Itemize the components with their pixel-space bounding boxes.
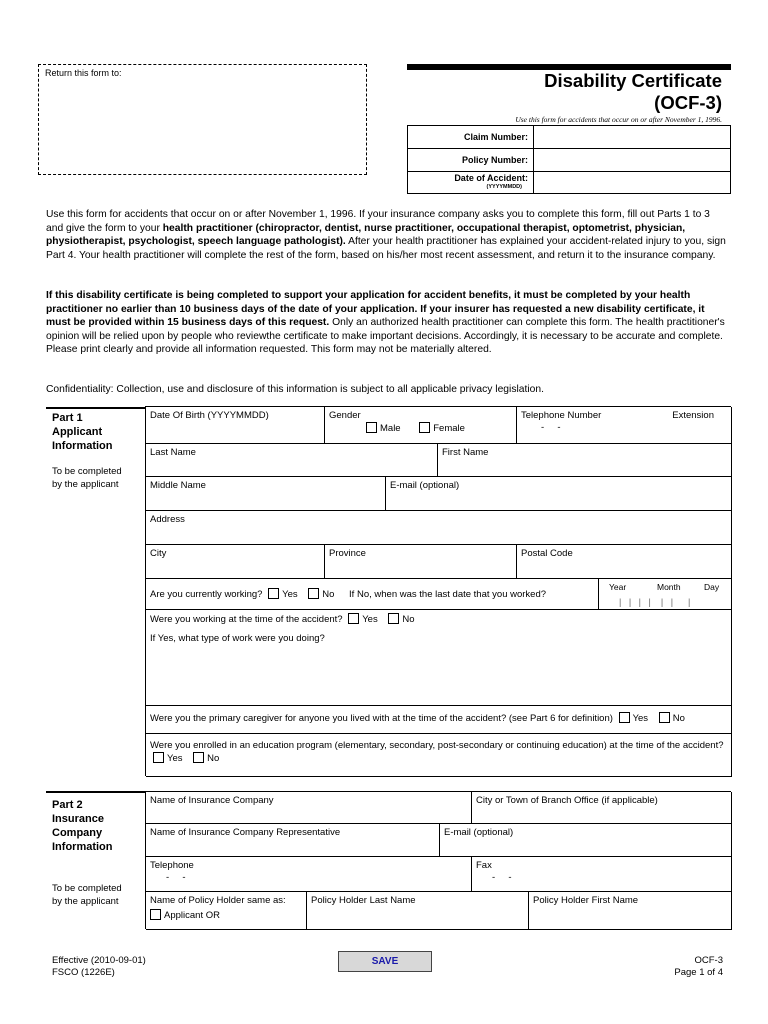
middle-name-label: Middle Name <box>150 480 206 491</box>
city-cell[interactable] <box>146 545 325 579</box>
education-no-label: No <box>207 753 220 764</box>
policy-number-field[interactable] <box>534 149 731 172</box>
form-title-line1: Disability Certificate <box>544 70 722 91</box>
intro-paragraph-1 <box>46 208 726 262</box>
intro-p1-text-end: After your health practitioner has explained your accident-related injury to you, sign Part 4. Your health practitioner will complete the rest of the form, based on his/her most recent assessment, and return it to the insurance company. <box>46 236 726 261</box>
gender-cell <box>325 407 517 444</box>
email-label: E-mail (optional) <box>390 480 460 491</box>
company-fax-cell[interactable] <box>472 857 732 892</box>
address-label: Address <box>150 514 185 525</box>
confidentiality-note: Confidentiality: Collection, use and disclosure of this information is subject to all applicable privacy legislation. <box>46 384 544 395</box>
footer-right <box>674 955 723 979</box>
date-format-hint: (YYYYMMDD) <box>486 183 522 190</box>
form-title <box>544 70 722 114</box>
working-row <box>146 579 732 610</box>
part1-grid <box>145 406 731 776</box>
part1-rule <box>46 407 146 409</box>
male-checkbox[interactable] <box>366 422 377 433</box>
city-label: City <box>150 548 167 559</box>
holder-same-label: Name of Policy Holder same as: <box>150 895 286 906</box>
accident-work-yes-checkbox[interactable] <box>348 613 359 624</box>
representative-cell[interactable] <box>146 824 440 857</box>
province-cell[interactable] <box>325 545 517 579</box>
intro-paragraph-2 <box>46 289 726 357</box>
form-subtitle: Use this form for accidents that occur on or after November 1, 1996. <box>515 115 722 124</box>
dob-cell[interactable] <box>146 407 325 444</box>
intro-p2-text: Only an authorized health practitioner can complete this form. The health practitioner's opinion will be relied upon by people who reviewthe certificate to make important decisions. Accordingly, it is necessary to be accurate and complete. Please print clearly and provide all information requested. This form may not be materially altered. <box>46 317 725 355</box>
last-worked-date-field[interactable] <box>598 579 732 609</box>
applicant-checkbox[interactable] <box>150 909 161 920</box>
effective-date: Effective (2010-09-01) <box>52 955 146 966</box>
date-of-accident-text: Date of Accident: <box>454 172 528 183</box>
accident-work-yes-label: Yes <box>362 614 378 625</box>
holder-first-name-cell[interactable] <box>529 892 732 930</box>
working-accident-question: Were you working at the time of the accident? <box>150 614 343 625</box>
form-title-line2: (OCF-3) <box>654 92 722 113</box>
company-telephone-label: Telephone <box>150 860 194 871</box>
month-label: Month <box>657 582 681 592</box>
form-code: OCF-3 <box>694 955 723 966</box>
first-name-label: First Name <box>442 447 489 458</box>
date-tick-marks: | | | | | | | <box>619 597 691 607</box>
address-cell[interactable] <box>146 511 732 545</box>
working-question: Are you currently working? <box>150 589 263 600</box>
holder-first-name-label: Policy Holder First Name <box>533 895 639 906</box>
working-yes-checkbox[interactable] <box>268 588 279 599</box>
return-label: Return this form to: <box>45 68 122 78</box>
holder-same-cell <box>146 892 307 930</box>
accident-work-no-label: No <box>402 614 415 625</box>
return-address-box[interactable] <box>38 64 367 175</box>
last-worked-question: If No, when was the last date that you worked? <box>349 589 547 600</box>
extension-label: Extension <box>672 410 714 421</box>
education-row <box>146 734 732 777</box>
work-type-question: If Yes, what type of work were you doing? <box>150 633 325 644</box>
postal-code-label: Postal Code <box>521 548 573 559</box>
phone-separator: - - <box>541 422 561 433</box>
branch-office-label: City or Town of Branch Office (if applicable) <box>476 795 658 806</box>
part1-title: Part 1 Applicant Information <box>52 412 113 452</box>
education-question: Were you enrolled in an education program (elementary, secondary, post-secondary or continuing education) at the time of the accident? <box>150 740 724 751</box>
branch-office-cell[interactable] <box>472 792 732 824</box>
rep-email-cell[interactable] <box>440 824 732 857</box>
last-name-label: Last Name <box>150 447 196 458</box>
gender-label: Gender <box>329 410 361 421</box>
representative-label: Name of Insurance Company Representative <box>150 827 341 838</box>
claim-number-field[interactable] <box>534 126 731 149</box>
part2-rule <box>46 791 146 793</box>
year-label: Year <box>609 582 627 592</box>
education-yes-label: Yes <box>167 753 183 764</box>
date-of-accident-label <box>408 172 534 194</box>
email-cell[interactable] <box>386 477 732 511</box>
postal-code-cell[interactable] <box>517 545 732 579</box>
female-label: Female <box>433 423 465 434</box>
rep-email-label: E-mail (optional) <box>444 827 514 838</box>
intro-p1-practitioners: health practitioner (chiropractor, dentist, nurse practitioner, occupational therapist, optometrist, physician, physiotherapist, psychologist, speech language pathologist). <box>46 222 686 247</box>
caregiver-row <box>146 706 732 734</box>
accident-work-no-checkbox[interactable] <box>388 613 399 624</box>
caregiver-no-label: No <box>672 713 685 724</box>
caregiver-question: Were you the primary caregiver for anyone you lived with at the time of the accident? (see Part 6 for definition) <box>150 713 613 724</box>
claim-info-table <box>407 125 731 194</box>
insurance-company-cell[interactable] <box>146 792 472 824</box>
education-yes-checkbox[interactable] <box>153 752 164 763</box>
telephone-cell[interactable] <box>517 407 732 444</box>
save-button[interactable]: SAVE <box>338 951 432 972</box>
day-label: Day <box>704 582 720 592</box>
applicant-or-label: Applicant OR <box>164 910 220 921</box>
policy-number-label: Policy Number: <box>408 149 534 172</box>
holder-last-name-cell[interactable] <box>307 892 529 930</box>
working-no-checkbox[interactable] <box>308 588 319 599</box>
caregiver-yes-checkbox[interactable] <box>619 712 630 723</box>
middle-name-cell[interactable] <box>146 477 386 511</box>
part2-title: Part 2 Insurance Company Information <box>52 799 113 853</box>
work-type-cell[interactable] <box>146 610 732 706</box>
part2-grid <box>145 791 731 929</box>
intro-p2-bold: If this disability certificate is being completed to support your application for accident benefits, it must be completed by your health practitioner no earlier than 10 business days of the date of your application. If your insurer has requested a new disability certificate, it must be provided within 15 business days of this request. <box>46 290 705 328</box>
working-yes-label: Yes <box>282 589 298 600</box>
male-label: Male <box>380 423 401 434</box>
caregiver-yes-label: Yes <box>632 713 649 724</box>
intro-p1-text: Use this form for accidents that occur on or after November 1, 1996. If your insurance company asks you to complete this form, fill out Parts 1 to 3 and give the form to your <box>46 209 710 234</box>
fax-separator: - - <box>492 872 512 883</box>
company-telephone-cell[interactable] <box>146 857 472 892</box>
education-no-checkbox[interactable] <box>193 752 204 763</box>
first-name-cell[interactable] <box>438 444 732 477</box>
female-checkbox[interactable] <box>419 422 430 433</box>
last-name-cell[interactable] <box>146 444 438 477</box>
company-phone-separator: - - <box>166 872 186 883</box>
page-number: Page 1 of 4 <box>674 967 723 978</box>
holder-last-name-label: Policy Holder Last Name <box>311 895 416 906</box>
province-label: Province <box>329 548 366 559</box>
working-no-label: No <box>322 589 335 600</box>
telephone-label: Telephone Number <box>521 410 602 421</box>
caregiver-no-checkbox[interactable] <box>659 712 670 723</box>
fsco-code: FSCO (1226E) <box>52 967 115 978</box>
footer-left <box>52 955 146 979</box>
part1-note: To be completed by the applicant <box>52 466 122 490</box>
dob-label: Date Of Birth (YYYYMMDD) <box>150 410 269 421</box>
company-fax-label: Fax <box>476 860 492 871</box>
claim-number-label: Claim Number: <box>408 126 534 149</box>
insurance-company-label: Name of Insurance Company <box>150 795 274 806</box>
date-of-accident-field[interactable] <box>534 172 731 194</box>
part2-note: To be completed by the applicant <box>52 883 122 907</box>
